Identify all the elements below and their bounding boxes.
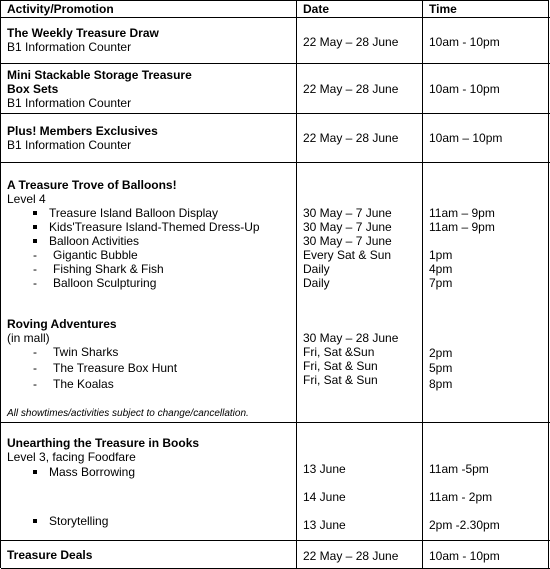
activity-title: Unearthing the Treasure in Books	[7, 436, 200, 450]
list-item-label: The Treasure Box Hunt	[53, 361, 178, 375]
list-item-label: Gigantic Bubble	[53, 248, 138, 262]
activity-date: 22 May – 28 June	[303, 82, 399, 96]
list-item-date: 30 May – 7 June	[303, 220, 392, 234]
table-row	[1, 163, 550, 423]
dash-marker: -	[33, 262, 37, 276]
bullet-icon	[33, 225, 37, 229]
bullet-icon	[33, 239, 37, 243]
list-item-time: 4pm	[429, 262, 453, 276]
list-item-label: The Koalas	[53, 377, 114, 391]
table-row	[1, 423, 550, 541]
header-date: Date	[303, 2, 330, 16]
dash-marker: -	[33, 276, 37, 290]
list-item-date: Fri, Sat & Sun	[303, 373, 378, 387]
list-item-time: 2pm	[429, 346, 453, 360]
list-item-date: Every Sat & Sun	[303, 248, 392, 262]
column-divider	[296, 1, 297, 569]
list-item-date: 14 June	[303, 490, 346, 504]
dash-marker: -	[33, 361, 37, 375]
activity-title-line1: Mini Stackable Storage Treasure	[7, 68, 192, 82]
activity-location: B1 Information Counter	[7, 138, 132, 152]
activity-title: Treasure Deals	[7, 548, 93, 562]
dash-marker: -	[33, 377, 37, 391]
column-divider	[422, 1, 423, 569]
list-item-label: Kids'Treasure Island-Themed Dress-Up	[49, 220, 260, 234]
list-item-time: 11am - 2pm	[429, 490, 493, 504]
list-item-time: 8pm	[429, 377, 453, 391]
activity-location: B1 Information Counter	[7, 40, 132, 54]
list-item-date: Fri, Sat & Sun	[303, 359, 378, 373]
activity-time: 10am - 10pm	[429, 549, 500, 563]
disclaimer-note: All showtimes/activities subject to change/cancellation.	[7, 408, 249, 419]
activity-date: 22 May – 28 June	[303, 131, 399, 145]
list-item-time: 11am -5pm	[429, 462, 489, 476]
table-row	[1, 18, 550, 64]
activity-time: 10am – 10pm	[429, 131, 503, 145]
list-item-date: 30 May – 7 June	[303, 206, 392, 220]
list-item-date: 30 May – 7 June	[303, 234, 392, 248]
list-item-label: Fishing Shark & Fish	[53, 262, 164, 276]
list-item-date: Daily	[303, 262, 330, 276]
activity-location: B1 Information Counter	[7, 96, 132, 110]
list-item-date: 13 June	[303, 518, 346, 532]
table-row	[1, 541, 550, 569]
activity-title: Plus! Members Exclusives	[7, 124, 158, 138]
list-item-date: Daily	[303, 276, 330, 290]
header-row	[1, 1, 550, 18]
list-item-date: 13 June	[303, 462, 346, 476]
list-item-label: Storytelling	[49, 514, 109, 528]
header-time: Time	[429, 2, 457, 16]
list-item-date: Fri, Sat &Sun	[303, 345, 375, 359]
roving-sub: (in mall)	[7, 331, 50, 345]
activity-location: Level 4	[7, 192, 46, 206]
dash-marker: -	[33, 345, 37, 359]
bullet-icon	[33, 211, 37, 215]
activity-time: 10am - 10pm	[429, 35, 500, 49]
list-item-label: Mass Borrowing	[49, 465, 136, 479]
list-item-time: 11am – 9pm	[429, 206, 495, 220]
activity-title: A Treasure Trove of Balloons!	[7, 178, 177, 192]
roving-title: Roving Adventures	[7, 317, 117, 331]
list-item-time: 11am – 9pm	[429, 220, 495, 234]
list-item-time: 7pm	[429, 276, 453, 290]
bullet-icon	[33, 470, 37, 474]
list-item-time: 5pm	[429, 361, 453, 375]
activity-time: 10am - 10pm	[429, 82, 500, 96]
list-item-label: Treasure Island Balloon Display	[49, 206, 218, 220]
roving-date-range: 30 May – 28 June	[303, 331, 399, 345]
table-row	[1, 114, 550, 163]
list-item-time: 2pm -2.30pm	[429, 518, 500, 532]
header-activity: Activity/Promotion	[7, 2, 114, 16]
list-item-label: Balloon Sculpturing	[53, 276, 157, 290]
table-right-border	[548, 1, 549, 569]
list-item-label: Twin Sharks	[53, 345, 119, 359]
activity-location: Level 3, facing Foodfare	[7, 450, 136, 464]
list-item-label: Balloon Activities	[49, 234, 140, 248]
dash-marker: -	[33, 248, 37, 262]
list-item-time: 1pm	[429, 248, 453, 262]
activity-date: 22 May – 28 June	[303, 549, 399, 563]
bullet-icon	[33, 519, 37, 523]
activity-date: 22 May – 28 June	[303, 35, 399, 49]
table-row	[1, 64, 550, 114]
activity-title: The Weekly Treasure Draw	[7, 26, 159, 40]
activity-title-line2: Box Sets	[7, 82, 59, 96]
